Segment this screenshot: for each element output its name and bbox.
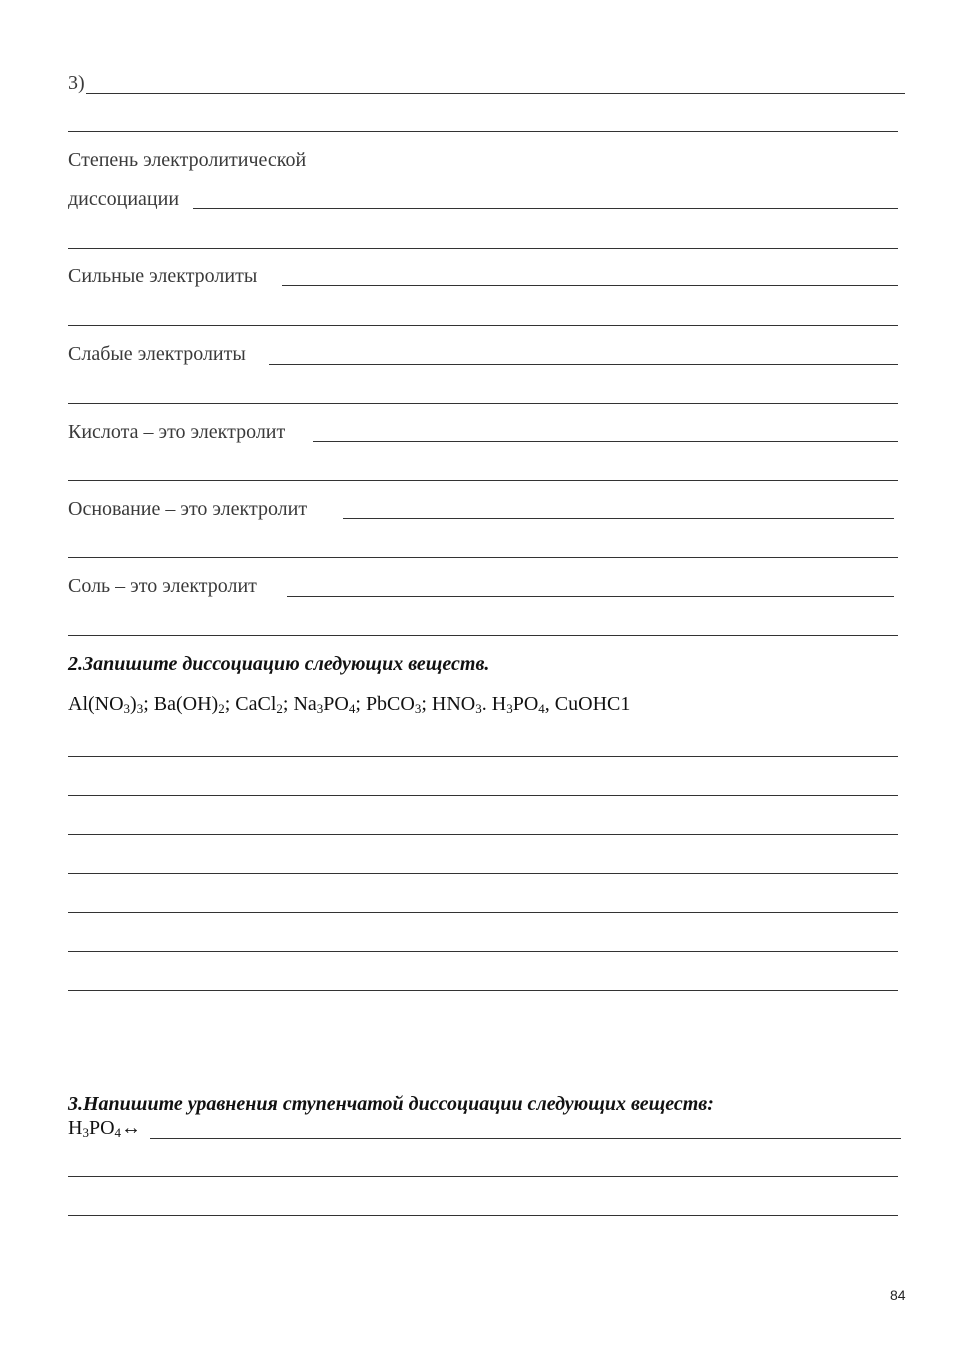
formula-text: ;	[355, 693, 366, 715]
strong-electrolytes-label: Сильные электролиты	[68, 265, 258, 287]
answer-line	[68, 557, 898, 558]
answer-line	[313, 441, 898, 442]
answer-line	[68, 951, 898, 952]
item-3-label: 3)	[68, 72, 85, 94]
answer-line	[68, 635, 898, 636]
answer-line	[68, 325, 898, 326]
formula-subscript: 3	[82, 1125, 89, 1140]
answer-line	[68, 480, 898, 481]
formula-text: CuOHC1	[554, 693, 631, 715]
base-definition-label: Основание – это электролит	[68, 498, 308, 520]
formula-text: Na	[293, 693, 317, 715]
formula-text: Al(NO	[68, 693, 124, 715]
answer-line	[343, 518, 894, 519]
formula-text: H	[491, 693, 507, 715]
answer-line	[68, 795, 898, 796]
chemical-formula	[235, 693, 293, 715]
acid-definition-label: Кислота – это электролит	[68, 421, 286, 443]
answer-line	[68, 1215, 898, 1216]
answer-line	[68, 403, 898, 404]
formula-subscript: 3	[475, 701, 482, 716]
formula-text: Ba(OH)	[153, 693, 219, 715]
chemical-formula	[432, 693, 492, 715]
formula-text: ;	[143, 693, 154, 715]
formula-subscript: 4	[538, 701, 545, 716]
formula-subscript: 3	[123, 701, 131, 716]
degree-label-line2: диссоциации	[68, 188, 180, 210]
formula-subscript: 3	[136, 701, 144, 716]
formula-subscript: 3	[316, 701, 324, 716]
formula-subscript: 4	[348, 701, 356, 716]
formula-subscript: 4	[114, 1125, 122, 1140]
formula-text: ;	[421, 693, 432, 715]
chemical-formula	[366, 693, 432, 715]
formula-text: HNO	[431, 693, 476, 715]
answer-line	[86, 93, 905, 94]
chemical-formula	[154, 693, 236, 715]
formula-text: PbCO	[365, 693, 415, 715]
formula-text: ↔	[121, 1117, 142, 1139]
task-3-heading: 3.Напишите уравнения ступенчатой диссоциации следующих веществ:	[68, 1093, 714, 1115]
task-3-formula	[68, 1116, 141, 1140]
formula-text: PO	[323, 693, 349, 715]
formula-text: .	[481, 693, 492, 715]
answer-line	[68, 248, 898, 249]
formula-text: ;	[224, 693, 236, 715]
chemical-formula	[492, 693, 555, 715]
task-2-formula-list	[68, 692, 630, 716]
formula-text: PO	[512, 693, 539, 715]
chemical-formula	[293, 693, 365, 715]
formula-text: ,	[544, 693, 555, 715]
formula-text: )	[130, 693, 137, 715]
answer-line	[269, 364, 898, 365]
answer-line	[193, 208, 898, 209]
page-number: 84	[890, 1287, 906, 1303]
answer-line	[68, 990, 898, 991]
answer-line	[68, 873, 898, 874]
salt-definition-label: Соль – это электролит	[68, 575, 257, 597]
answer-line	[68, 912, 898, 913]
answer-line	[68, 131, 898, 132]
answer-line	[68, 756, 898, 757]
answer-line	[150, 1138, 901, 1139]
answer-line	[68, 834, 898, 835]
weak-electrolytes-label: Слабые электролиты	[68, 343, 246, 365]
formula-subscript: 3	[506, 701, 513, 716]
answer-line	[68, 1176, 898, 1177]
degree-label-line1: Степень электролитической	[68, 149, 307, 171]
formula-text: CaCl	[235, 693, 277, 715]
formula-subscript: 2	[276, 701, 283, 716]
answer-line	[282, 285, 898, 286]
formula-text: ;	[282, 693, 294, 715]
task-2-heading: 2.Запишите диссоциацию следующих веществ.	[68, 653, 490, 675]
chemical-formula	[68, 693, 154, 715]
formula-text: PO	[88, 1117, 115, 1139]
answer-line	[287, 596, 894, 597]
formula-text: H	[68, 1117, 83, 1139]
formula-subscript: 3	[414, 701, 422, 716]
formula-subscript: 2	[218, 701, 225, 716]
chemical-formula	[555, 693, 631, 715]
